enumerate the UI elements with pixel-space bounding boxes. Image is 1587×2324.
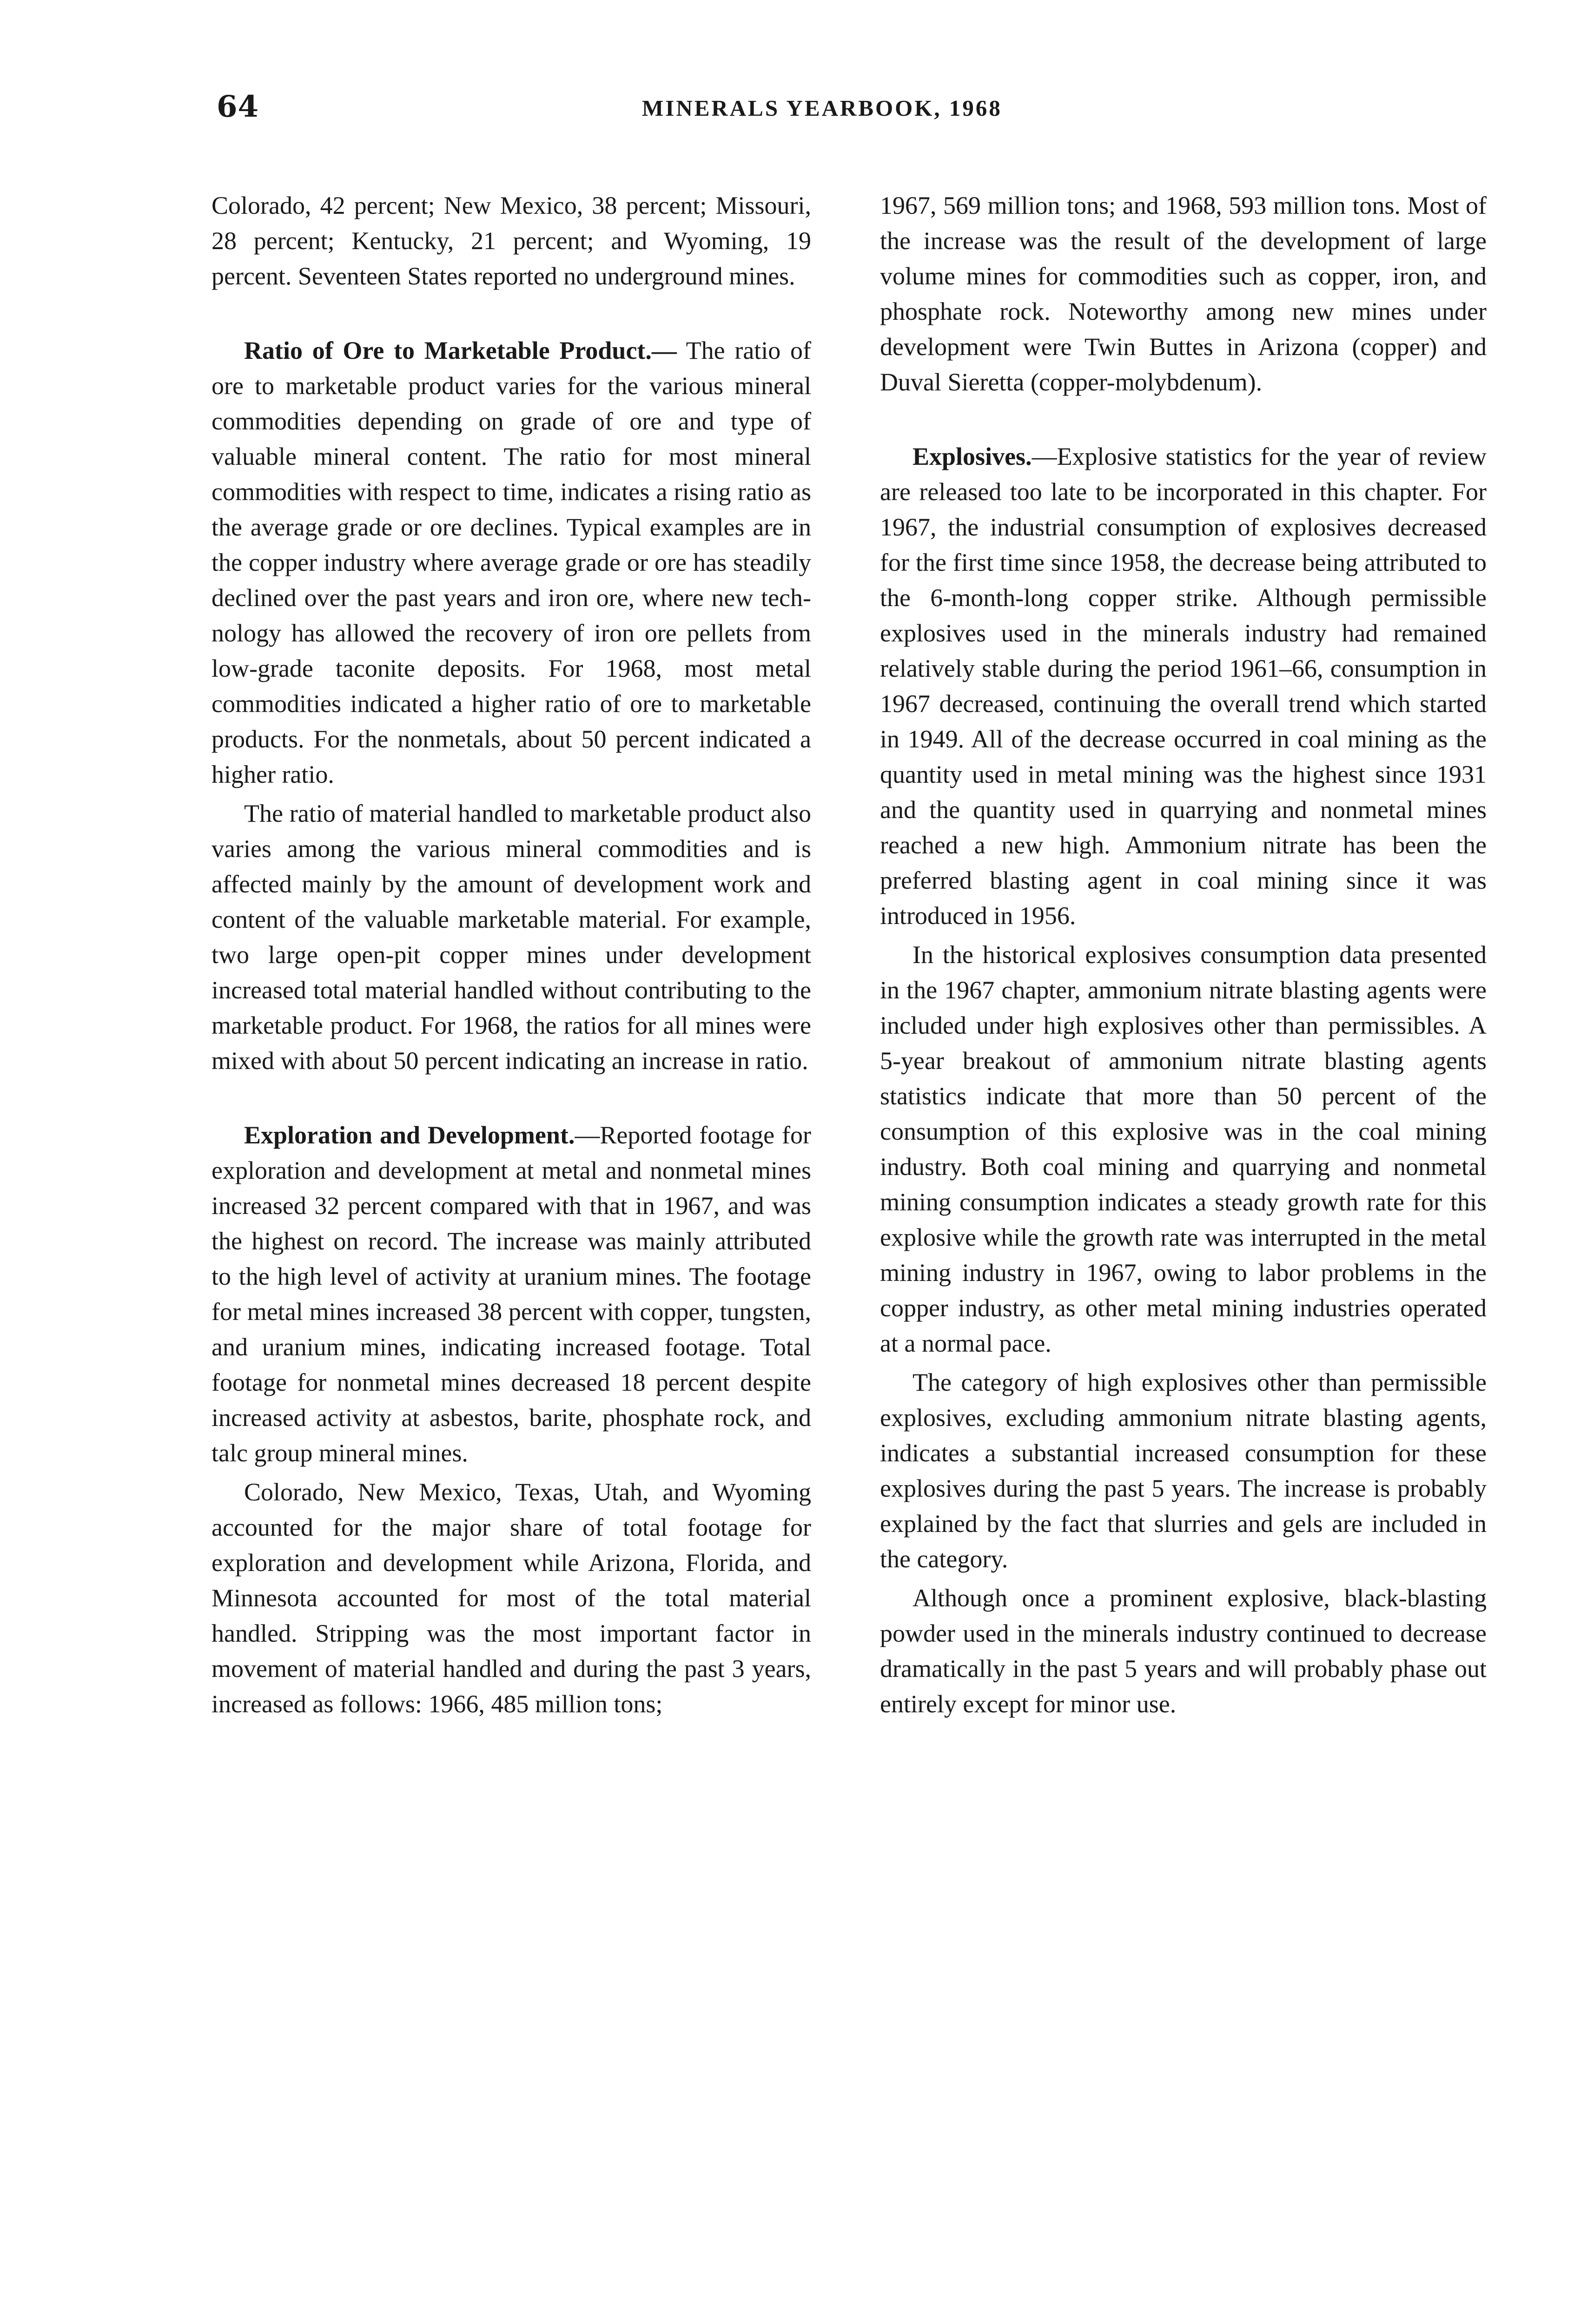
paragraph-explosives-intro bbox=[880, 439, 1487, 933]
page-number: 64 bbox=[217, 89, 259, 124]
paragraph-explosives-historical: In the historical explosives consumption data presented in the 1967 chapter, ammonium nitrate blasting agents were included under high explosives other than permissibles. A 5-year breakout of ammonium nitrate blasting agents statistics indicate that more than 50 percent of the consumption of this explosive was in the coal mining industry. Both coal mining and quarrying and nonmetal mining consumption indicates a steady growth rate for this explosive while the growth rate was interrupted in the metal mining industry in 1967, owing to labor problems in the copper industry, as other metal mining industries operated at a normal pace. bbox=[880, 941, 1487, 1357]
section-heading-exploration: Exploration and Development. bbox=[244, 1121, 575, 1149]
paragraph-ratio-body: The ratio of ore to marketable product varies for the various mineral commodities depending on grade of ore and type of valuable mineral content. The ratio for most mineral commodities with respect to time, indicates a rising ratio as the average grade or ore declines. Typical examples are in the copper industry where average grade or ore has steadily declined over the past years and iron ore, where new technology has allowed the recovery of iron ore pellets from low-grade taconite deposits. For 1968, most metal commodities indicated a higher ratio of ore to marketable products. For the nonmetals, about 50 percent indicated a higher ratio. bbox=[212, 337, 811, 788]
section-heading-explosives: Explosives. bbox=[913, 442, 1032, 470]
running-header bbox=[217, 89, 1399, 131]
paragraph-underground-mines: Colorado, 42 percent; New Mexico, 38 percent; Missouri, 28 percent; Kentucky, 21 percent; and Wyoming, 19 percent. Seventeen States reported no underground mines. bbox=[212, 191, 811, 290]
left-column bbox=[212, 188, 811, 1722]
paragraph-exploration-states: Colorado, New Mexico, Texas, Utah, and Wyoming accounted for the major share of total footage for exploration and development while Arizona, Florida, and Minnesota accounted for most of the total material handled. Stripping was the most important factor in movement of material handled and during the past 3 years, increased as follows: 1966, 485 million tons; bbox=[212, 1478, 811, 1718]
paragraph-exploration-intro bbox=[212, 1117, 811, 1471]
paragraph-exploration-body: —Reported footage for exploration and development at metal and nonmetal mines increased 32 percent compared with that in 1967, and was the highest on record. The increase was mainly attributed to the high level of activity at uranium mines. The footage for metal mines increased 38 percent with copper, tungsten, and uranium mines, indicating increased footage. Total footage for nonmetal mines decreased 18 percent despite increased activity at asbestos, barite, phosphate rock, and talc group mineral mines. bbox=[212, 1121, 811, 1467]
paragraph-explosives-body: —Explosive statistics for the year of review are released too late to be incorporated in this chapter. For 1967, the industrial consumption of explosives decreased for the first time since 1958, the decrease being attributed to the 6-month-long copper strike. Although permissible explosives used in the minerals industry had remained relatively stable during the period 1961–66, consumption in 1967 decreased, continuing the overall trend which started in 1949. All of the decrease occurred in coal mining as the quantity used in metal mining was the highest since 1931 and the quantity used in quarrying and nonmetal mines reached a new high. Ammonium nitrate has been the preferred blasting agent in coal mining since it was introduced in 1956. bbox=[880, 442, 1487, 930]
paragraph-explosives-black-powder: Although once a prominent explosive, black-blasting powder used in the minerals industry continued to decrease dramatically in the past 5 years and will probably phase out entirely except for minor use. bbox=[880, 1584, 1487, 1718]
paragraph-explosives-high: The category of high explosives other than permissible explosives, excluding ammonium nitrate blasting agents, indicates a substantial increased consumption for these explosives during the past 5 years. The increase is probably explained by the fact that slurries and gels are included in the category. bbox=[880, 1368, 1487, 1573]
running-title: MINERALS YEARBOOK, 1968 bbox=[642, 95, 1002, 121]
section-heading-ratio: Ratio of Ore to Marketable Product.— bbox=[244, 337, 677, 364]
right-column bbox=[880, 188, 1487, 1722]
paragraph-ratio-intro bbox=[212, 333, 811, 792]
paragraph-ratio-material: The ratio of material handled to marketable product also varies among the various mineral commodities and is affected mainly by the amount of development work and content of the valuable marketable material. For example, two large open-pit copper mines under development increased total material handled without contributing to the marketable product. For 1968, the ratios for all mines were mixed with about 50 percent indicating an increase in ratio. bbox=[212, 799, 811, 1075]
paragraph-stripping-continued: 1967, 569 million tons; and 1968, 593 million tons. Most of the increase was the result of the development of large volume mines for commodities such as copper, iron, and phosphate rock. Noteworthy among new mines under development were Twin Buttes in Arizona (copper) and Duval Sieretta (copper-molybdenum). bbox=[880, 191, 1487, 396]
